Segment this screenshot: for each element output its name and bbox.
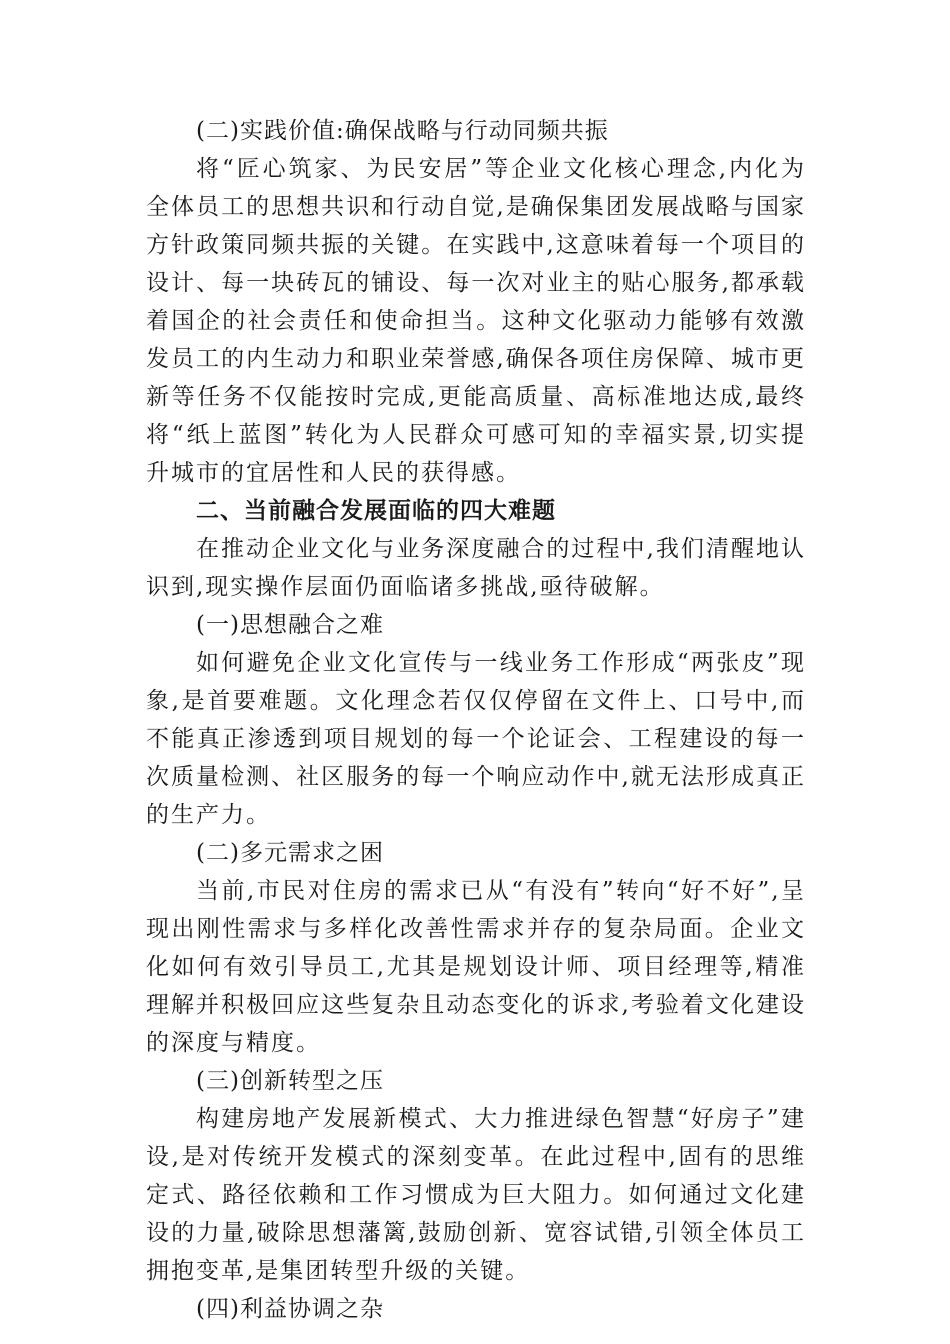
section-heading-innovation-pressure: (三)创新转型之压: [196, 1068, 384, 1094]
document-page: [146, 112, 806, 1328]
section-heading-diverse-needs: (二)多元需求之困: [196, 840, 384, 866]
section-heading-interest-coordination: (四)利益协调之杂: [196, 1296, 384, 1322]
paragraph-diverse-needs: 当前,市民对住房的需求已从“有没有”转向“好不好”,呈现出刚性需求与多样化改善性需求并存的复杂局面。企业文化如何有效引导员工,尤其是规划设计师、项目经理等,精准理解并积极回应这些复杂且动态变化的诉求,考验着文化建设的深度与精度。: [146, 878, 806, 1056]
paragraph-innovation-pressure: 构建房地产发展新模式、大力推进绿色智慧“好房子”建设,是对传统开发模式的深刻变革。在此过程中,固有的思维定式、路径依赖和工作习惯成为巨大阻力。如何通过文化建设的力量,破除思想藩篱,鼓励创新、宽容试错,引领全体员工拥抱变革,是集团转型升级的关键。: [146, 1106, 806, 1284]
paragraph-challenges-intro: 在推动企业文化与业务深度融合的过程中,我们清醒地认识到,现实操作层面仍面临诸多挑战,亟待破解。: [146, 536, 806, 600]
chapter-title-four-challenges: 二、当前融合发展面临的四大难题: [196, 498, 556, 524]
paragraph-ideological-integration: 如何避免企业文化宣传与一线业务工作形成“两张皮”现象,是首要难题。文化理念若仅仅停留在文件上、口号中,而不能真正渗透到项目规划的每一个论证会、工程建设的每一次质量检测、社区服务的每一个响应动作中,就无法形成真正的生产力。: [146, 650, 806, 828]
section-heading-practical-value: (二)实践价值:确保战略与行动同频共振: [196, 118, 609, 144]
section-heading-ideological-integration: (一)思想融合之难: [196, 612, 384, 638]
paragraph-practical-value: 将“匠心筑家、为民安居”等企业文化核心理念,内化为全体员工的思想共识和行动自觉,是确保集团发展战略与国家方针政策同频共振的关键。在实践中,这意味着每一个项目的设计、每一块砖瓦的铺设、每一次对业主的贴心服务,都承载着国企的社会责任和使命担当。这种文化驱动力能够有效激发员工的内生动力和职业荣誉感,确保各项住房保障、城市更新等任务不仅能按时完成,更能高质量、高标准地达成,最终将“纸上蓝图”转化为人民群众可感可知的幸福实景,切实提升城市的宜居性和人民的获得感。: [146, 156, 806, 486]
